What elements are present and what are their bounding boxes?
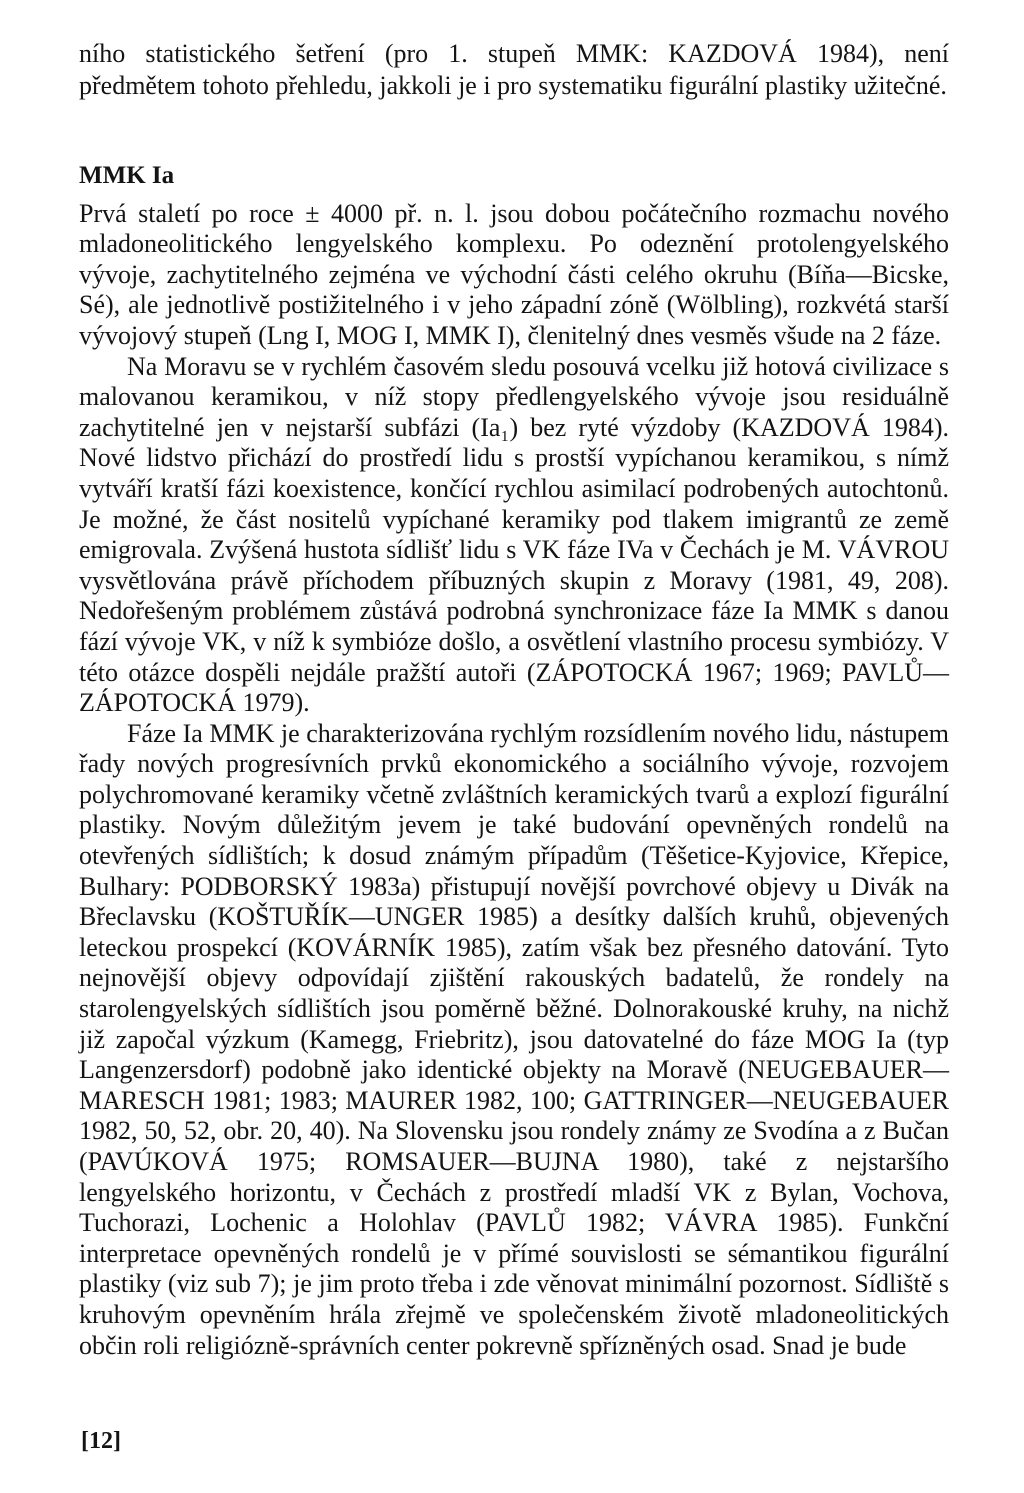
body-paragraph-2: Na Moravu se v rychlém časovém sledu posouvá vcelku již hotová civilizace s malovanou keramikou, v níž stopy předlengyelského vývoje jsou residuálně zachytitelné jen v nejstarší subfázi (Ia₁) bez ryté výzdoby (KAZDOVÁ 1984). Nové lidstvo přichází do prostředí lidu s prostší vypíchanou keramikou, s nímž vytváří kratší fázi koexistence, končící rychlou asimilací podrobených autochtonů. Je možné, že část nositelů vypíchané keramiky pod tlakem imigrantů ze země emigrovala. Zvýšená hustota sídlišť lidu s VK fáze IVa v Čechách je M. VÁVROU vysvětlována právě příchodem příbuzných skupin z Moravy (1981, 49, 208). Nedořešeným problémem zůstává podrobná synchronizace fáze Ia MMK s danou fází vývoje VK, v níž k symbióze došlo, a osvětlení vlastního procesu symbiózy. V této otázce dospěli nejdále pražští autoři (ZÁPOTOCKÁ 1967; 1969; PAVLŮ—ZÁPOTOCKÁ 1979).: [79, 351, 949, 718]
page-body: [79, 38, 949, 1361]
section-heading: MMK Ia: [79, 161, 175, 189]
intro-paragraph: ního statistického šetření (pro 1. stupeň MMK: KAZDOVÁ 1984), není předmětem tohoto přehledu, jakkoli je i pro systematiku figurální plastiky užitečné.: [79, 39, 949, 100]
page-number: [12]: [81, 1428, 121, 1454]
body-paragraph-3: Fáze Ia MMK je charakterizována rychlým rozsídlením nového lidu, nástupem řady nových progresívních prvků ekonomického a sociálního vývoje, rozvojem polychromované keramiky včetně zvláštních keramických tvarů a explozí figurální plastiky. Novým důležitým jevem je také budování opevněných rondelů na otevřených sídlištích; k dosud známým případům (Těšetice-Kyjovice, Křepice, Bulhary: PODBORSKÝ 1983a) přistupují novější povrchové objevy u Divák na Břeclavsku (KOŠTUŘÍK—UNGER 1985) a desítky dalších kruhů, objevených leteckou prospekcí (KOVÁRNÍK 1985), zatím však bez přesného datování. Tyto nejnovější objevy odpovídají zjištění rakouských badatelů, že rondely na starolengyelských sídlištích jsou poměrně běžné. Dolnorakouské kruhy, na nichž již započal výzkum (Kamegg, Friebritz), jsou datovatelné do fáze MOG Ia (typ Langenzersdorf) podobně jako identické objekty na Moravě (NEUGEBAUER—MARESCH 1981; 1983; MAURER 1982, 100; GATTRINGER—NEUGEBAUER 1982, 50, 52, obr. 20, 40). Na Slovensku jsou rondely známy ze Svodína a z Bučan (PAVÚKOVÁ 1975; ROMSAUER—BUJNA 1980), také z nejstaršího lengyelského horizontu, v Čechách z prostředí mladší VK z Bylan, Vochova, Tuchorazi, Lochenic a Holohlav (PAVLŮ 1982; VÁVRA 1985). Funkční interpretace opevněných rondelů je v přímé souvislosti se sémantikou figurální plastiky (viz sub 7); je jim proto třeba i zde věnovat minimální pozornost. Sídliště s kruhovým opevněním hrála zřejmě ve společenském životě mladoneolitických občin roli religiózně-správních center pokrevně spřízněných osad. Snad je bude: [79, 718, 949, 1360]
body-paragraph-1: Prvá staletí po roce ± 4000 př. n. l. jsou dobou počátečního rozmachu nového mladoneolitického lengyelského komplexu. Po odeznění protolengyelského vývoje, zachytitelného zejména ve východní části celého okruhu (Bíňa—Bicske, Sé), ale jednotlivě postižitelného i v jeho západní zóně (Wölbling), rozkvétá starší vývojový stupeň (Lng I, MOG I, MMK I), členitelný dnes vesměs všude na 2 fáze.: [79, 198, 949, 350]
